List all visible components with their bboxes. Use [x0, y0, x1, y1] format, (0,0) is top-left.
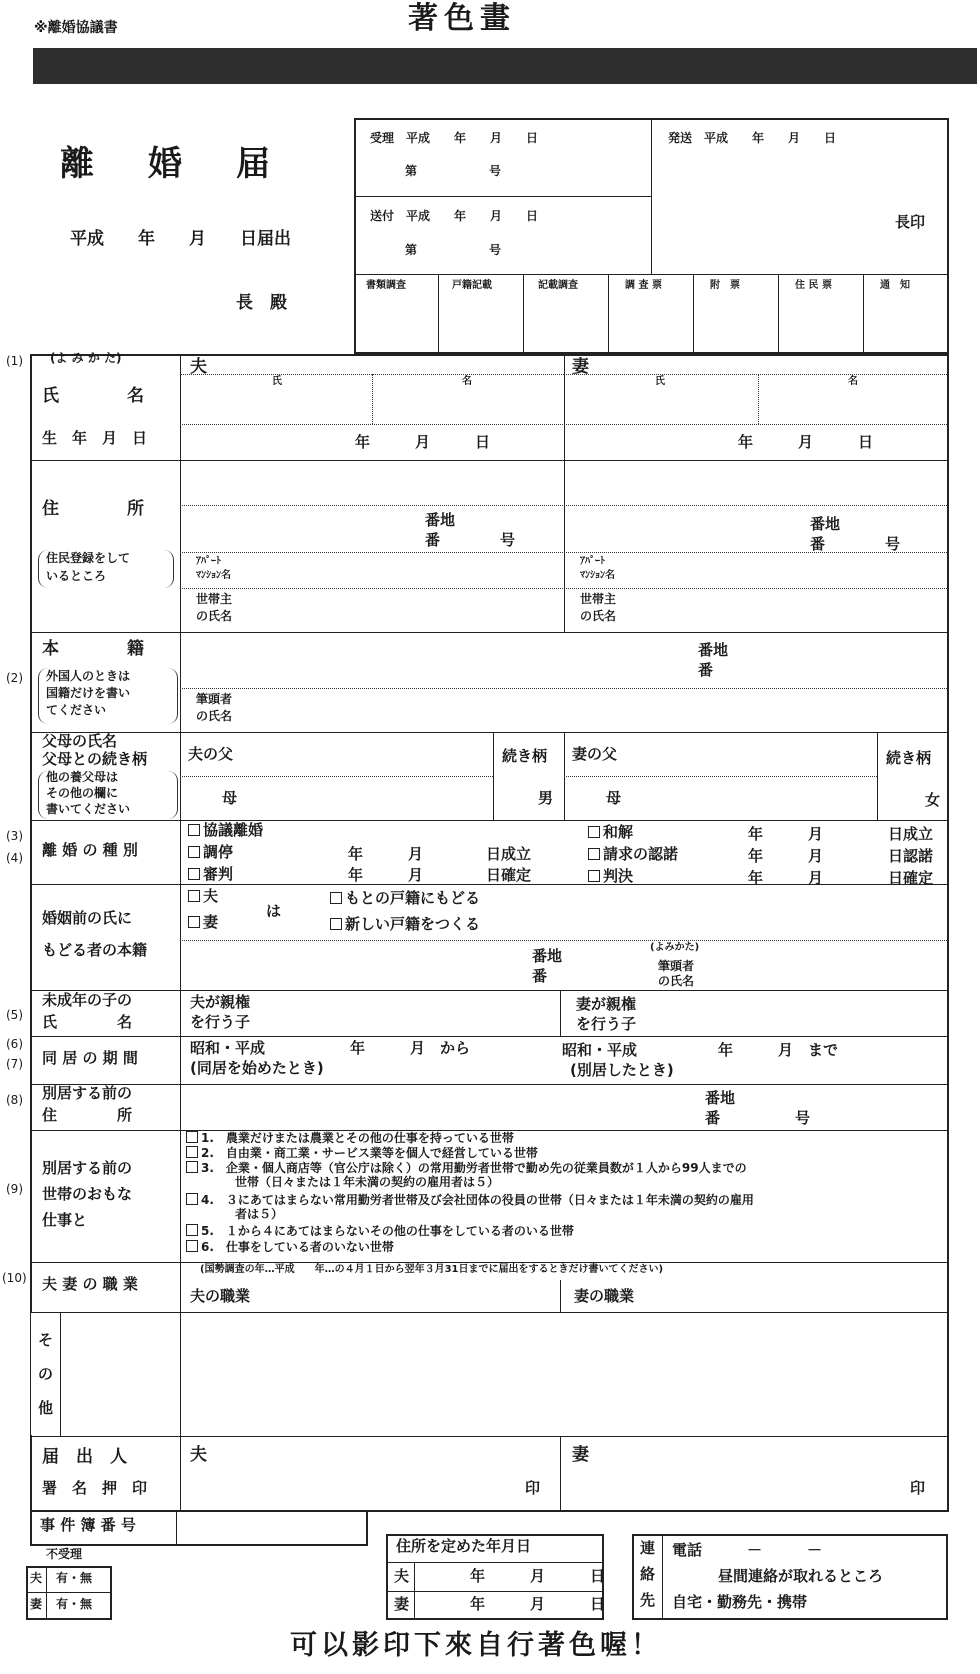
era-label: 昭和・平成 [562, 1041, 638, 1059]
seiritsu-label: 日成立 [888, 825, 934, 843]
addressee: 長 殿 [236, 293, 287, 313]
option-label: 和解 [603, 823, 634, 841]
checkbox[interactable] [186, 1131, 198, 1143]
address-note: 住民登録をして [46, 551, 131, 565]
husband-mother-label: 母 [222, 789, 238, 807]
section-number: (10) [2, 1271, 27, 1285]
prev-address-label: 別居する前の [42, 1084, 133, 1102]
family-head-label: の氏名 [658, 974, 695, 988]
option-label: 協議離婚 [203, 821, 264, 839]
option-label: 判決 [603, 867, 634, 885]
husband-custody-label: 夫が親権 [190, 993, 251, 1011]
husband-label: 夫 [30, 1571, 43, 1585]
wakai-date[interactable]: 年 月 [748, 825, 824, 843]
divorce-option-wakai[interactable] [588, 824, 633, 841]
option-label: もとの戸籍にもどる [345, 889, 481, 907]
ban-go-label: 番 号 [705, 1109, 811, 1127]
wife-surname-field[interactable] [565, 375, 757, 423]
seal-mark: 印 [910, 1479, 926, 1497]
checkbox[interactable] [330, 918, 342, 930]
daytime-contact-label: 昼間連絡が取れるところ [718, 1567, 884, 1585]
section-number: (3) [6, 829, 23, 843]
apartment-label: ｱﾊﾟｰﾄ [196, 556, 221, 567]
option-label: 2. 自由業・商工業・サービス業等を個人で経営している世帯 [201, 1146, 538, 1160]
husband-birth-date[interactable]: 年 月 日 [355, 433, 491, 451]
wife-given-name-field[interactable] [759, 375, 948, 423]
checkbox[interactable] [188, 846, 200, 858]
received-line: 受理 平成 年 月 日 [370, 131, 539, 145]
wife-address-date[interactable]: 年 月 日 [470, 1595, 606, 1613]
address-date-title: 住所を定めた年月日 [396, 1537, 532, 1555]
page-title: 著色畫 [408, 1, 516, 36]
divorce-type-label: 離 婚 の 種 別 [42, 841, 138, 859]
work-option[interactable] [186, 1146, 538, 1161]
address-label: 住 所 [42, 499, 144, 519]
wife-label: 妻 [572, 357, 589, 377]
wife-address-field[interactable] [565, 461, 948, 631]
section-number: (8) [6, 1093, 23, 1107]
era-label: 昭和・平成 [190, 1039, 266, 1057]
section-number: (2) [6, 671, 23, 685]
husband-given-name-field[interactable] [373, 375, 563, 423]
wife-mother-label: 母 [606, 789, 622, 807]
contact-side-label: 連 [640, 1539, 656, 1557]
occupation-label: 夫 妻 の 職 業 [42, 1275, 138, 1293]
header-bar [33, 48, 977, 84]
given-name-label: 名 [848, 376, 858, 387]
apartment-label: ﾏﾝｼｮﾝ名 [196, 570, 231, 581]
other-label: の [38, 1365, 54, 1383]
other-label: そ [38, 1331, 54, 1349]
minor-label: 氏 名 [42, 1013, 133, 1031]
parents-label: 父母の氏名 [42, 732, 118, 750]
work-option[interactable] [186, 1240, 394, 1255]
birth-label: 生 年 月 日 [42, 429, 148, 447]
checkbox[interactable] [186, 1161, 198, 1173]
checkbox[interactable] [186, 1146, 198, 1158]
checkbox[interactable] [588, 870, 600, 882]
contact-side-label: 先 [640, 1591, 656, 1609]
work-option-cont: 者は５） [235, 1207, 284, 1221]
option-label: 4. ３にあてはまらない常用勤労者世帯及び会社団体の役員の世帯（日々または１年未満の契約の雇用 [201, 1193, 754, 1207]
banchi-label: 番地 [705, 1089, 736, 1107]
honseki-note: 外国人のときは [46, 669, 131, 683]
case-number-label: 事 件 簿 番 号 [40, 1516, 136, 1534]
return-label: もどる者の本籍 [42, 941, 148, 959]
filer-label: 署 名 押 印 [42, 1479, 148, 1497]
checkbox[interactable] [188, 890, 200, 902]
cohab-end-date[interactable]: 年 月 まで [718, 1041, 839, 1059]
wife-custody-label: を行う子 [576, 1015, 637, 1033]
section-number: (1) [6, 354, 23, 368]
work-option-cont: 世帯（日々または１年未満の契約の雇用者は５） [235, 1175, 500, 1189]
prev-address-field[interactable] [181, 1085, 948, 1129]
given-name-label: 名 [462, 376, 472, 387]
option-label: 夫 [203, 887, 219, 905]
wife-label: 妻 [30, 1597, 43, 1611]
parents-note: 他の養父母は [46, 770, 119, 784]
contact-side-label: 絡 [640, 1565, 656, 1583]
relation-label: 続き柄 [502, 747, 548, 765]
honseki-note: てください [46, 703, 107, 717]
work-label: 仕事と [42, 1211, 88, 1229]
option-label: 3. 企業・個人商店等（官公庁は除く）の常用勤労者世帯で勤め先の従業員数が１人から99人までの [201, 1161, 747, 1175]
banchi-label: 番地 [425, 511, 456, 529]
ban-go-label: 番 号 [810, 535, 901, 553]
check-cell: 戸籍記載 [452, 280, 492, 291]
section-number: (7) [6, 1057, 23, 1071]
parents-label: 父母との続き柄 [42, 750, 148, 768]
form-title: 離 婚 届 [60, 144, 280, 184]
option-label: 妻 [203, 913, 219, 931]
daughter-label: 女 [925, 791, 941, 809]
check-cell: 調 査 票 [625, 280, 662, 291]
other-label: 他 [38, 1399, 54, 1417]
option-label: 6. 仕事をしている者のいない世帯 [201, 1240, 394, 1254]
prev-address-label: 住 所 [42, 1106, 133, 1124]
ban-label: 番 [532, 967, 548, 985]
wife-signature-field[interactable] [561, 1437, 948, 1511]
husband-surname-field[interactable] [181, 375, 371, 423]
husband-signature-field[interactable] [181, 1437, 559, 1511]
section-number: (4) [6, 851, 23, 865]
honseki-note: 国籍だけを書い [46, 686, 131, 700]
husband-occupation-label: 夫の職業 [190, 1287, 251, 1305]
relation-label: 続き柄 [886, 749, 932, 767]
honseki-label: 本 籍 [42, 639, 144, 659]
banchi-label: 番地 [810, 515, 841, 533]
sent-number: 第 号 [405, 243, 502, 257]
phone-field[interactable]: 電話 － － [672, 1541, 823, 1559]
sent-line: 送付 平成 年 月 日 [370, 209, 539, 223]
ban-label: 番 [698, 661, 714, 679]
yomikata-label: (よみかた) [650, 942, 700, 953]
work-label: 世帯のおもな [42, 1185, 133, 1203]
hanketsu-date[interactable]: 年 月 [748, 869, 824, 887]
checkbox[interactable] [330, 892, 342, 904]
header-note: ※離婚協議書 [34, 20, 118, 36]
cohab-start-note: (同居を始めたとき) [190, 1059, 324, 1077]
parents-note: その他の欄に [46, 786, 119, 800]
wife-birth-date[interactable]: 年 月 日 [738, 433, 874, 451]
husband-label: 夫 [190, 1445, 207, 1465]
family-head-label: 筆頭者 [658, 959, 695, 973]
return-label: 婚姻前の氏に [42, 909, 133, 927]
husband-label: 夫 [190, 357, 207, 377]
check-cell: 附 票 [710, 280, 740, 291]
other-field[interactable] [62, 1313, 948, 1435]
wife-custody-label: 妻が親権 [576, 995, 637, 1013]
banchi-label: 番地 [698, 641, 729, 659]
filing-date-line: 平成 年 月 日届出 [70, 229, 291, 249]
wife-not-received-option[interactable]: 有・無 [56, 1597, 93, 1611]
cohab-start-date[interactable]: 年 月 から [350, 1039, 471, 1057]
cohab-label: 同 居 の 期 間 [42, 1049, 138, 1067]
check-cell: 通 知 [880, 280, 910, 291]
option-label: 請求の認諾 [603, 845, 679, 863]
occupation-note: (国勢調査の年…平成 年…の４月１日から翌年３月31日までに届出をするときだけ書いてください) [200, 1264, 664, 1275]
checkbox[interactable] [188, 868, 200, 880]
checkbox[interactable] [588, 826, 600, 838]
husband-father-label: 夫の父 [188, 745, 234, 763]
ban-go-label: 番 号 [425, 531, 516, 549]
surname-label: 氏 [655, 376, 665, 387]
seal-mark: 印 [525, 1479, 541, 1497]
shinpan-date[interactable]: 年 月 [348, 866, 424, 884]
nindaku-date[interactable]: 年 月 [748, 847, 824, 865]
householder-label: 世帯主 [196, 592, 233, 606]
divorce-option-nindaku[interactable] [588, 846, 678, 863]
minor-label: 未成年の子の [42, 991, 133, 1009]
kakutei-label: 日確定 [486, 866, 532, 884]
checkbox[interactable] [588, 848, 600, 860]
wife-occupation-label: 妻の職業 [574, 1287, 635, 1305]
work-label: 別居する前の [42, 1159, 133, 1177]
work-option[interactable] [186, 1193, 754, 1208]
chotei-date[interactable]: 年 月 [348, 845, 424, 863]
section-number: (9) [6, 1182, 23, 1196]
check-cell: 記載調査 [538, 280, 578, 291]
householder-label: の氏名 [580, 609, 617, 623]
work-option[interactable] [186, 1161, 747, 1176]
son-label: 男 [538, 789, 554, 807]
dispatch-line: 発送 平成 年 月 日 [668, 131, 837, 145]
option-label: 審判 [203, 865, 234, 883]
return-wife-option[interactable] [188, 914, 218, 931]
divorce-option-chotei[interactable] [188, 844, 233, 861]
surname-label: 氏 [272, 376, 282, 387]
householder-label: の氏名 [196, 609, 233, 623]
family-head-label: 筆頭者 [196, 692, 233, 706]
name-label: 氏 名 [42, 386, 144, 406]
not-received-title: 不受理 [46, 1547, 83, 1561]
parents-note: 書いてください [46, 802, 131, 816]
return-new-option[interactable] [330, 916, 480, 933]
yomikata-label: (よ み か た) [50, 351, 122, 365]
divorce-option-kyogi[interactable] [188, 822, 263, 839]
divorce-option-hanketsu[interactable] [588, 868, 633, 885]
chief-seal: 長印 [895, 213, 926, 231]
option-label: 新しい戸籍をつくる [345, 915, 481, 933]
divorce-option-shinpan[interactable] [188, 866, 233, 883]
apartment-label: ｱﾊﾟｰﾄ [580, 556, 605, 567]
return-husband-option[interactable] [188, 888, 218, 905]
contact-type-options[interactable]: 自宅・勤務先・携帯 [672, 1593, 808, 1611]
checkbox[interactable] [186, 1193, 198, 1205]
husband-address-date[interactable]: 年 月 日 [470, 1567, 606, 1585]
family-head-label: の氏名 [196, 709, 233, 723]
work-option[interactable] [186, 1131, 514, 1146]
address-note: いるところ [46, 569, 107, 583]
footer-text: 可以影印下來自行著色喔！ [290, 1630, 662, 1661]
husband-not-received-option[interactable]: 有・無 [56, 1571, 93, 1585]
check-cell: 住 民 票 [795, 280, 832, 291]
checkbox[interactable] [188, 916, 200, 928]
husband-custody-label: を行う子 [190, 1013, 251, 1031]
filer-label: 届 出 人 [42, 1447, 127, 1467]
section-number: (5) [6, 1008, 23, 1022]
work-option[interactable] [186, 1224, 574, 1239]
seiritsu-label: 日成立 [486, 845, 532, 863]
section-number: (6) [6, 1037, 23, 1051]
husband-address-field[interactable] [181, 461, 563, 631]
husband-label: 夫 [394, 1567, 410, 1585]
wife-label: 妻 [572, 1445, 589, 1465]
ha-label: は [266, 902, 282, 920]
kakutei-label: 日確定 [888, 869, 934, 887]
case-number-field[interactable] [178, 1512, 366, 1544]
wife-label: 妻 [394, 1595, 410, 1613]
householder-label: 世帯主 [580, 592, 617, 606]
return-original-option[interactable] [330, 890, 480, 907]
received-number: 第 号 [405, 164, 502, 178]
banchi-label: 番地 [532, 947, 563, 965]
checkbox[interactable] [188, 824, 200, 836]
option-label: 1. 農業だけまたは農業とその他の仕事を持っている世帯 [201, 1131, 514, 1145]
checkbox[interactable] [186, 1240, 198, 1252]
nindaku-label: 日認諾 [888, 847, 934, 865]
checkbox[interactable] [186, 1224, 198, 1236]
wife-father-label: 妻の父 [572, 745, 618, 763]
option-label: 調停 [203, 843, 234, 861]
check-cell: 書類調査 [366, 280, 406, 291]
cohab-end-note: (別居したとき) [570, 1061, 674, 1079]
apartment-label: ﾏﾝｼｮﾝ名 [580, 570, 615, 581]
honseki-field[interactable] [181, 633, 948, 731]
option-label: 5. １から４にあてはまらないその他の仕事をしている者のいる世帯 [201, 1224, 574, 1238]
